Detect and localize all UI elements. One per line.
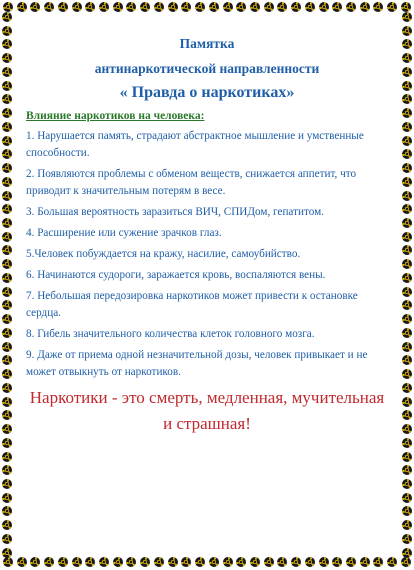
hazard-symbol-icon bbox=[223, 2, 233, 12]
hazard-symbol-icon bbox=[402, 300, 412, 310]
hazard-symbol-icon bbox=[2, 136, 12, 146]
hazard-symbol-icon bbox=[387, 557, 397, 567]
hazard-symbol-icon bbox=[402, 465, 412, 475]
hazard-symbol-icon bbox=[402, 273, 412, 283]
hazard-symbol-icon bbox=[113, 2, 123, 12]
hazard-symbol-icon bbox=[154, 2, 164, 12]
hazard-symbol-icon bbox=[2, 493, 12, 503]
hazard-symbol-icon bbox=[319, 557, 329, 567]
hazard-symbol-icon bbox=[2, 410, 12, 420]
hazard-symbol-icon bbox=[402, 191, 412, 201]
closing-statement: Наркотики - это смерть, медленная, мучительная и страшная! bbox=[29, 388, 385, 433]
hazard-symbol-icon bbox=[3, 557, 13, 567]
hazard-symbol-icon bbox=[2, 342, 12, 352]
hazard-symbol-icon bbox=[402, 383, 412, 393]
hazard-symbol-icon bbox=[2, 355, 12, 365]
hazard-symbol-icon bbox=[402, 149, 412, 159]
hazard-symbol-icon bbox=[113, 557, 123, 567]
hazard-symbol-icon bbox=[17, 2, 27, 12]
bottom-hazard-border bbox=[0, 557, 414, 567]
hazard-symbol-icon bbox=[140, 2, 150, 12]
hazard-symbol-icon bbox=[2, 369, 12, 379]
hazard-symbol-icon bbox=[402, 94, 412, 104]
hazard-symbol-icon bbox=[58, 557, 68, 567]
hazard-symbol-icon bbox=[402, 479, 412, 489]
hazard-symbol-icon bbox=[2, 191, 12, 201]
hazard-symbol-icon bbox=[401, 557, 411, 567]
hazard-symbol-icon bbox=[181, 557, 191, 567]
hazard-symbol-icon bbox=[2, 108, 12, 118]
effect-item-9: 9. Даже от приема одной незначительной дозы, человек привыкает и не может отвыкнуть от наркотиков. bbox=[26, 349, 368, 378]
hazard-symbol-icon bbox=[2, 204, 12, 214]
hazard-symbol-icon bbox=[402, 369, 412, 379]
hazard-symbol-icon bbox=[402, 314, 412, 324]
hazard-symbol-icon bbox=[2, 122, 12, 132]
hazard-symbol-icon bbox=[30, 557, 40, 567]
hazard-symbol-icon bbox=[58, 2, 68, 12]
hazard-symbol-icon bbox=[2, 452, 12, 462]
hazard-symbol-icon bbox=[402, 26, 412, 36]
hazard-symbol-icon bbox=[332, 2, 342, 12]
hazard-symbol-icon bbox=[402, 342, 412, 352]
hazard-symbol-icon bbox=[402, 493, 412, 503]
hazard-symbol-icon bbox=[305, 557, 315, 567]
hazard-symbol-icon bbox=[402, 548, 412, 558]
hazard-symbol-icon bbox=[2, 163, 12, 173]
hazard-symbol-icon bbox=[373, 2, 383, 12]
hazard-symbol-icon bbox=[401, 2, 411, 12]
hazard-symbol-icon bbox=[291, 557, 301, 567]
hazard-symbol-icon bbox=[402, 12, 412, 22]
right-hazard-border bbox=[402, 12, 412, 558]
hazard-symbol-icon bbox=[250, 2, 260, 12]
hazard-symbol-icon bbox=[402, 424, 412, 434]
hazard-symbol-icon bbox=[2, 39, 12, 49]
effect-item-8: 8. Гибель значительного количества клеток головного мозга. bbox=[26, 328, 315, 340]
effect-item-7: 7. Небольшая передозировка наркотиков может привести к остановке сердца. bbox=[26, 290, 358, 319]
hazard-symbol-icon bbox=[2, 506, 12, 516]
hazard-symbol-icon bbox=[2, 438, 12, 448]
hazard-symbol-icon bbox=[402, 108, 412, 118]
hazard-symbol-icon bbox=[2, 424, 12, 434]
hazard-symbol-icon bbox=[126, 2, 136, 12]
hazard-symbol-icon bbox=[209, 2, 219, 12]
hazard-symbol-icon bbox=[126, 557, 136, 567]
hazard-symbol-icon bbox=[402, 177, 412, 187]
hazard-symbol-icon bbox=[2, 314, 12, 324]
hazard-symbol-icon bbox=[2, 520, 12, 530]
hazard-symbol-icon bbox=[154, 557, 164, 567]
effects-list bbox=[26, 128, 384, 381]
hazard-symbol-icon bbox=[2, 534, 12, 544]
leaflet-title: Памятка bbox=[179, 36, 235, 51]
hazard-symbol-icon bbox=[140, 557, 150, 567]
hazard-symbol-icon bbox=[402, 397, 412, 407]
hazard-symbol-icon bbox=[402, 232, 412, 242]
hazard-symbol-icon bbox=[402, 259, 412, 269]
hazard-symbol-icon bbox=[402, 520, 412, 530]
hazard-symbol-icon bbox=[85, 2, 95, 12]
hazard-symbol-icon bbox=[99, 2, 109, 12]
hazard-symbol-icon bbox=[402, 122, 412, 132]
hazard-symbol-icon bbox=[291, 2, 301, 12]
hazard-symbol-icon bbox=[3, 2, 13, 12]
hazard-symbol-icon bbox=[250, 557, 260, 567]
hazard-symbol-icon bbox=[2, 81, 12, 91]
hazard-symbol-icon bbox=[2, 273, 12, 283]
hazard-symbol-icon bbox=[2, 26, 12, 36]
hazard-symbol-icon bbox=[99, 557, 109, 567]
hazard-symbol-icon bbox=[2, 94, 12, 104]
hazard-symbol-icon bbox=[30, 2, 40, 12]
hazard-symbol-icon bbox=[387, 2, 397, 12]
hazard-symbol-icon bbox=[402, 452, 412, 462]
effect-item-2: 2. Появляются проблемы с обменом веществ, снижается аппетит, что приводит к значительным потерям в весе. bbox=[26, 168, 357, 197]
hazard-symbol-icon bbox=[2, 177, 12, 187]
hazard-symbol-icon bbox=[236, 2, 246, 12]
hazard-symbol-icon bbox=[181, 2, 191, 12]
hazard-symbol-icon bbox=[195, 2, 205, 12]
hazard-symbol-icon bbox=[72, 557, 82, 567]
leaflet-headline: « Правда о наркотиках» bbox=[119, 84, 295, 101]
section-heading: Влияние наркотиков на человека: bbox=[26, 110, 205, 122]
hazard-symbol-icon bbox=[402, 328, 412, 338]
hazard-symbol-icon bbox=[402, 410, 412, 420]
hazard-symbol-icon bbox=[402, 81, 412, 91]
hazard-symbol-icon bbox=[2, 12, 12, 22]
hazard-symbol-icon bbox=[2, 287, 12, 297]
hazard-symbol-icon bbox=[72, 2, 82, 12]
hazard-symbol-icon bbox=[2, 383, 12, 393]
hazard-symbol-icon bbox=[332, 557, 342, 567]
hazard-symbol-icon bbox=[402, 506, 412, 516]
effect-item-4: 4. Расширение или сужение зрачков глаз. bbox=[26, 227, 222, 239]
hazard-symbol-icon bbox=[168, 2, 178, 12]
hazard-symbol-icon bbox=[2, 328, 12, 338]
hazard-symbol-icon bbox=[85, 557, 95, 567]
hazard-symbol-icon bbox=[2, 245, 12, 255]
hazard-symbol-icon bbox=[2, 232, 12, 242]
hazard-symbol-icon bbox=[264, 557, 274, 567]
hazard-symbol-icon bbox=[402, 218, 412, 228]
hazard-symbol-icon bbox=[2, 53, 12, 63]
hazard-symbol-icon bbox=[402, 245, 412, 255]
effect-item-5: 5.Человек побуждается на кражу, насилие, самоубийство. bbox=[26, 248, 301, 260]
hazard-symbol-icon bbox=[168, 557, 178, 567]
hazard-symbol-icon bbox=[2, 259, 12, 269]
hazard-symbol-icon bbox=[277, 557, 287, 567]
hazard-symbol-icon bbox=[264, 2, 274, 12]
hazard-symbol-icon bbox=[373, 557, 383, 567]
hazard-symbol-icon bbox=[402, 438, 412, 448]
hazard-symbol-icon bbox=[319, 2, 329, 12]
hazard-symbol-icon bbox=[195, 557, 205, 567]
hazard-symbol-icon bbox=[44, 2, 54, 12]
hazard-symbol-icon bbox=[236, 557, 246, 567]
hazard-symbol-icon bbox=[346, 557, 356, 567]
hazard-symbol-icon bbox=[277, 2, 287, 12]
left-hazard-border bbox=[2, 12, 12, 558]
hazard-symbol-icon bbox=[2, 300, 12, 310]
effect-item-3: 3. Большая вероятность заразиться ВИЧ, СПИДом, гепатитом. bbox=[26, 206, 324, 218]
hazard-symbol-icon bbox=[402, 534, 412, 544]
hazard-symbol-icon bbox=[2, 548, 12, 558]
effect-item-6: 6. Начинаются судороги, заражается кровь, воспаляются вены. bbox=[26, 269, 326, 281]
hazard-symbol-icon bbox=[44, 557, 54, 567]
hazard-symbol-icon bbox=[2, 218, 12, 228]
hazard-symbol-icon bbox=[2, 397, 12, 407]
leaflet-content bbox=[26, 28, 385, 437]
hazard-symbol-icon bbox=[2, 465, 12, 475]
hazard-symbol-icon bbox=[17, 557, 27, 567]
hazard-symbol-icon bbox=[402, 39, 412, 49]
effect-item-1: 1. Нарушается память, страдают абстрактное мышление и умственные способности. bbox=[26, 130, 364, 159]
hazard-symbol-icon bbox=[360, 2, 370, 12]
hazard-symbol-icon bbox=[402, 53, 412, 63]
top-hazard-border bbox=[0, 2, 414, 12]
hazard-symbol-icon bbox=[402, 163, 412, 173]
leaflet-subtitle: антинаркотической направленности bbox=[94, 61, 320, 76]
hazard-symbol-icon bbox=[402, 136, 412, 146]
hazard-symbol-icon bbox=[2, 149, 12, 159]
hazard-symbol-icon bbox=[223, 557, 233, 567]
hazard-symbol-icon bbox=[2, 67, 12, 77]
hazard-symbol-icon bbox=[346, 2, 356, 12]
hazard-symbol-icon bbox=[402, 287, 412, 297]
hazard-symbol-icon bbox=[2, 479, 12, 489]
hazard-symbol-icon bbox=[305, 2, 315, 12]
hazard-symbol-icon bbox=[209, 557, 219, 567]
hazard-symbol-icon bbox=[402, 204, 412, 214]
hazard-symbol-icon bbox=[402, 67, 412, 77]
hazard-symbol-icon bbox=[360, 557, 370, 567]
hazard-symbol-icon bbox=[402, 355, 412, 365]
